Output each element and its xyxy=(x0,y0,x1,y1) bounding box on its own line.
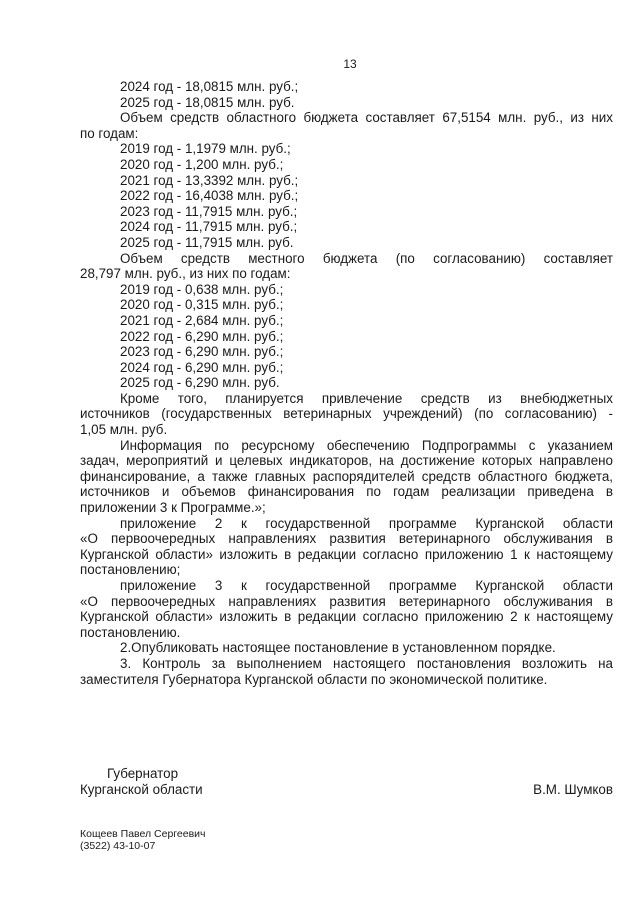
local-year-line: 2023 год - 6,290 млн. руб.; xyxy=(120,344,284,360)
extrabudget-paragraph-end: 1,05 млн. руб. xyxy=(80,422,168,438)
regional-year-line: 2022 год - 16,4038 млн. руб.; xyxy=(120,188,299,204)
regional-budget-intro: Объем средств областного бюджета составляет 67,5154 млн. руб., из них xyxy=(120,110,613,126)
executor-phone: (3522) 43-10-07 xyxy=(80,840,156,852)
local-year-line: 2020 год - 0,315 млн. руб.; xyxy=(120,297,284,313)
extrabudget-paragraph: Кроме того, планируется привлечение средств из внебюджетных xyxy=(120,390,613,406)
regional-budget-intro-cont: по годам: xyxy=(80,125,139,141)
control-paragraph: 3. Контроль за выполнением настоящего постановления возложить на xyxy=(120,655,613,671)
regional-year-line: 2024 год - 11,7915 млн. руб.; xyxy=(120,219,298,235)
appendix2-paragraph: приложение 2 к государственной программе Курганской области xyxy=(120,515,613,531)
regional-year-line: 2025 год - 11,7915 млн. руб. xyxy=(120,234,294,250)
appendix2-paragraph-cont: Курганской области» изложить в редакции согласно приложению 1 к настоящему xyxy=(80,546,613,562)
local-year-line: 2025 год - 6,290 млн. руб. xyxy=(120,375,280,391)
appendix3-paragraph: приложение 3 к государственной программе Курганской области xyxy=(120,578,613,593)
page-number: 13 xyxy=(343,57,357,71)
signatory-name: В.М. Шумков xyxy=(533,781,613,797)
resource-info-paragraph: Информация по ресурсному обеспечению Подпрограммы с указанием xyxy=(120,437,613,453)
appendix3-paragraph-end: постановлению. xyxy=(80,624,181,640)
extrabudget-paragraph-cont: источников (государственных ветеринарных учреждений) (по согласованию) - xyxy=(80,406,613,422)
signatory-region: Курганской области xyxy=(80,781,203,797)
regional-year-line: 2023 год - 11,7915 млн. руб.; xyxy=(120,203,298,219)
appendix2-paragraph-end: постановлению; xyxy=(80,562,181,578)
local-year-line: 2022 год - 6,290 млн. руб.; xyxy=(120,328,284,344)
resource-info-paragraph-end: приложении 3 к Программе.»; xyxy=(80,500,266,516)
regional-year-line: 2019 год - 1,1979 млн. руб.; xyxy=(120,141,291,157)
signature-block xyxy=(80,766,613,797)
text-line: 2025 год - 18,0815 млн. руб. xyxy=(120,94,295,110)
signatory-title: Губернатор xyxy=(107,766,179,781)
resource-info-paragraph-cont: задач, мероприятий и целевых индикаторов, на достижение которых направлено xyxy=(80,453,613,469)
regional-year-line: 2021 год - 13,3392 млн. руб.; xyxy=(120,172,299,188)
appendix3-paragraph-cont: Курганской области» изложить в редакции согласно приложению 2 к настоящему xyxy=(80,609,613,625)
appendix3-paragraph-cont: «О первоочередных направлениях развития ветеринарного обслуживания в xyxy=(80,593,613,609)
resource-info-paragraph-cont: финансирование, а также главных распорядителей средств областного бюджета, xyxy=(80,468,613,484)
control-paragraph-end: заместителя Губернатора Курганской области по экономической политике. xyxy=(80,671,548,687)
document-body xyxy=(80,79,613,687)
publish-paragraph: 2.Опубликовать настоящее постановление в установленном порядке. xyxy=(120,640,556,656)
regional-year-line: 2020 год - 1,200 млн. руб.; xyxy=(120,156,284,172)
local-budget-intro: Объем средств местного бюджета (по согласованию) составляет xyxy=(120,250,613,266)
local-year-line: 2019 год - 0,638 млн. руб.; xyxy=(120,281,284,297)
resource-info-paragraph-cont: источников и объемов финансирования по годам реализации приведена в xyxy=(80,484,613,500)
executor-name: Кощеев Павел Сергеевич xyxy=(80,828,206,840)
appendix2-paragraph-cont: «О первоочередных направлениях развития ветеринарного обслуживания в xyxy=(80,531,613,547)
local-budget-intro-cont: 28,797 млн. руб., из них по годам: xyxy=(80,266,291,282)
local-year-line: 2024 год - 6,290 млн. руб.; xyxy=(120,359,284,375)
text-line: 2024 год - 18,0815 млн. руб.; xyxy=(120,79,299,94)
executor-block xyxy=(80,828,206,852)
local-year-line: 2021 год - 2,684 млн. руб.; xyxy=(120,312,284,328)
